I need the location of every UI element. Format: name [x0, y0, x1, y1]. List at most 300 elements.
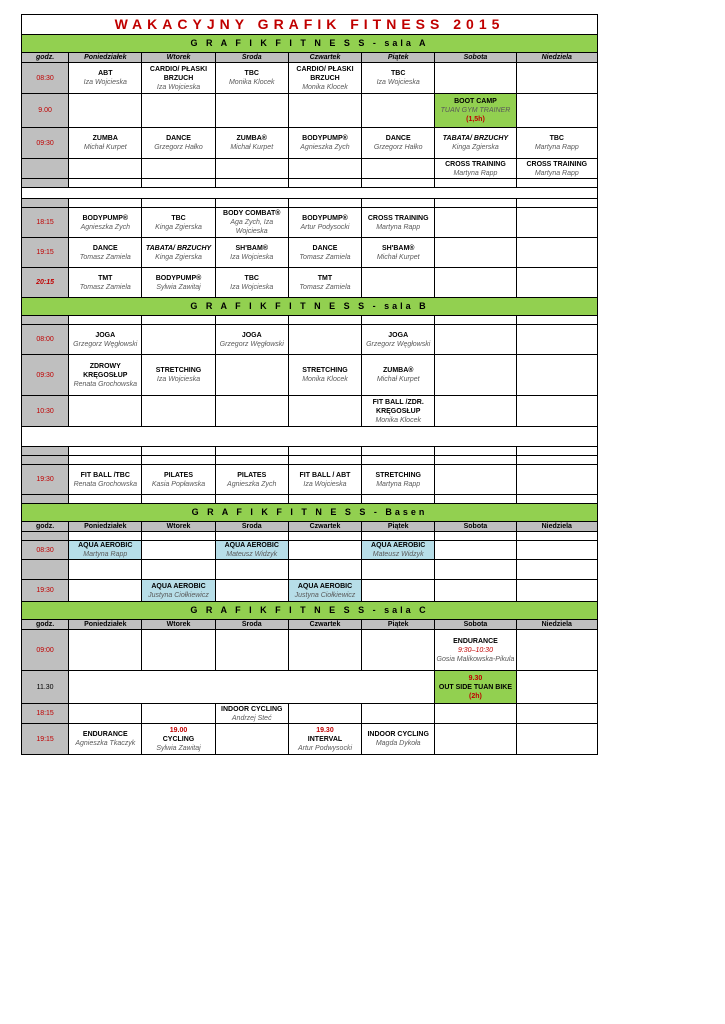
class-cell — [435, 159, 516, 179]
table-row — [22, 63, 598, 94]
instructor: Grzegorz Węgłowski — [219, 340, 284, 348]
empty-cell — [142, 704, 215, 724]
class-name: ZDROWY KRĘGOSŁUP — [83, 362, 128, 379]
time-cell: 10:30 — [22, 396, 69, 427]
class-name: SH'BAM® — [235, 244, 268, 252]
empty-cell — [435, 268, 516, 298]
instructor: Iza Wojcieska — [156, 83, 201, 91]
day-header: Czwartek — [288, 53, 361, 63]
class-name: TABATA/ BRZUCHY — [442, 135, 509, 142]
table-row — [22, 427, 598, 447]
class-name: BODYPUMP® — [155, 274, 202, 282]
class-name: STRETCHING — [375, 471, 421, 479]
instructor: Michał Kurpet — [230, 144, 274, 151]
class-name: FIT BALL /TBC — [80, 471, 130, 479]
empty-cell — [516, 355, 597, 396]
empty-cell — [435, 355, 516, 396]
table-row — [22, 630, 598, 671]
class-name: INDOOR CYCLING — [367, 731, 429, 738]
class-cell — [69, 268, 142, 298]
table-row — [22, 199, 598, 208]
class-name: BOOT CAMP — [454, 98, 497, 105]
empty-cell — [516, 268, 597, 298]
table-row — [22, 580, 598, 602]
schedule-sheet — [21, 14, 598, 755]
instructor: Iza Wojcieska — [230, 253, 274, 261]
instructor: Monika Klocek — [375, 416, 421, 424]
table-row — [22, 465, 598, 495]
empty-cell — [362, 580, 435, 602]
time-cell: 18:15 — [22, 704, 69, 724]
empty-cell — [288, 541, 361, 560]
empty-cell — [435, 541, 516, 560]
empty-cell — [435, 208, 516, 238]
day-header: Środa — [215, 53, 288, 63]
instructor: Agnieszka Zych — [300, 144, 350, 151]
instructor: Justyna Ciołkiewicz — [294, 591, 356, 599]
table-row — [22, 724, 598, 755]
instructor: Iza Wojcieska — [230, 283, 274, 291]
empty-cell — [435, 396, 516, 427]
section-header-basen: G R A F I K F I T N E S S - Basen — [22, 504, 598, 522]
instructor: Iza Wojcieska — [156, 376, 201, 383]
instructor: Martyna Rapp — [83, 551, 128, 558]
instructor: Agnieszka Tkaczyk — [75, 740, 136, 747]
class-cell — [435, 630, 516, 671]
class-name: DANCE — [92, 244, 118, 252]
class-name: BODYPUMP® — [302, 214, 348, 222]
class-cell — [142, 268, 215, 298]
class-cell — [288, 208, 361, 238]
class-name: CARDIO/ PŁASKI BRZUCH — [296, 65, 354, 82]
class-name: CROSS TRAINING — [526, 160, 588, 168]
empty-cell — [215, 396, 288, 427]
empty-cell — [435, 580, 516, 602]
class-cell — [69, 325, 142, 355]
class-cell — [288, 465, 361, 495]
class-cell — [69, 128, 142, 159]
instructor: Artur Podwysocki — [297, 744, 353, 752]
class-name: CROSS TRAINING — [367, 214, 429, 222]
instructor: Martyna Rapp — [376, 223, 421, 231]
table-row — [22, 671, 598, 704]
class-name: STRETCHING — [302, 367, 348, 374]
instructor: Iza Wojcieska — [83, 79, 127, 86]
class-cell — [362, 465, 435, 495]
day-header: Czwartek — [288, 620, 361, 630]
class-time: 9.30 — [468, 674, 483, 682]
class-cell — [142, 465, 215, 495]
class-name: TBC — [391, 70, 406, 77]
class-cell — [142, 355, 215, 396]
empty-cell — [516, 630, 597, 671]
table-row — [22, 325, 598, 355]
class-cell — [69, 465, 142, 495]
instructor: Grzegorz Węgłowski — [366, 340, 431, 348]
empty-cell — [215, 580, 288, 602]
class-name: TMT — [317, 274, 333, 282]
class-cell — [516, 159, 597, 179]
day-header-row — [22, 53, 598, 63]
day-header: Wtorek — [142, 620, 215, 630]
empty-cell — [435, 63, 516, 94]
class-cell — [516, 128, 597, 159]
class-name: JOGA — [95, 331, 116, 339]
class-cell — [362, 128, 435, 159]
empty-cell — [215, 630, 288, 671]
instructor: Iza Wojcieska — [303, 480, 347, 488]
empty-cell — [215, 159, 288, 179]
empty-cell — [288, 630, 361, 671]
day-header-row — [22, 620, 598, 630]
class-name: AQUA AEROBIC — [297, 582, 353, 590]
instructor: Martyna Rapp — [453, 169, 498, 177]
empty-cell — [69, 704, 142, 724]
section-header-sala-b: G R A F I K F I T N E S S - sala B — [22, 298, 598, 316]
empty-cell — [516, 208, 597, 238]
table-row — [22, 495, 598, 504]
day-header: Wtorek — [142, 53, 215, 63]
day-header: Niedziela — [516, 53, 597, 63]
class-cell — [215, 208, 288, 238]
empty-cell — [69, 94, 142, 128]
instructor: Monika Klocek — [228, 79, 275, 86]
time-cell: 11.30 — [22, 671, 69, 704]
empty-cell — [516, 396, 597, 427]
empty-cell — [142, 94, 215, 128]
empty-cell — [516, 580, 597, 602]
instructor: Iza Wojcieska — [376, 79, 420, 86]
day-header: Czwartek — [288, 522, 361, 532]
empty-cell — [69, 630, 142, 671]
empty-cell — [362, 268, 435, 298]
class-cell — [215, 465, 288, 495]
class-cell — [362, 208, 435, 238]
time-cell: 19:15 — [22, 238, 69, 268]
day-header: Piątek — [362, 522, 435, 532]
class-cell — [69, 355, 142, 396]
empty-cell — [516, 238, 597, 268]
empty-cell — [516, 704, 597, 724]
day-header-row — [22, 522, 598, 532]
day-header: godz. — [22, 53, 69, 63]
class-name: BODYPUMP® — [302, 135, 348, 142]
empty-cell — [142, 541, 215, 560]
empty-cell — [435, 325, 516, 355]
table-row — [22, 159, 598, 179]
instructor: Michał Kurpet — [376, 376, 420, 383]
day-header: Poniedziałek — [69, 522, 142, 532]
table-row — [22, 447, 598, 456]
class-name: AQUA AEROBIC — [151, 582, 206, 590]
empty-cell — [516, 465, 597, 495]
empty-cell — [516, 671, 597, 704]
class-name: AQUA AEROBIC — [78, 542, 133, 549]
class-name: TBC — [171, 214, 186, 222]
table-row — [22, 268, 598, 298]
class-cell — [142, 63, 215, 94]
time-cell: 09:00 — [22, 630, 69, 671]
time-cell: 08:30 — [22, 63, 69, 94]
instructor: Tomasz Zamiela — [299, 283, 351, 291]
empty-cell — [362, 159, 435, 179]
table-row — [22, 355, 598, 396]
class-cell — [288, 268, 361, 298]
instructor: Renata Grochowska — [73, 380, 137, 388]
class-name: FIT BALL /ZDR. KRĘGOSŁUP — [372, 398, 424, 415]
class-cell — [362, 541, 435, 560]
instructor: Kinga Zgierska — [452, 144, 499, 151]
day-header: Wtorek — [142, 522, 215, 532]
instructor: Grzegorz Hałko — [373, 144, 423, 151]
instructor: Mateusz Widzyk — [226, 551, 278, 558]
instructor: Grzegorz Węgłowski — [73, 340, 138, 348]
empty-cell — [516, 541, 597, 560]
time-cell: 19:30 — [22, 580, 69, 602]
table-row — [22, 208, 598, 238]
time-cell: 19:15 — [22, 724, 69, 755]
instructor: Tomasz Zamiela — [79, 283, 131, 291]
instructor: Grzegorz Hałko — [154, 144, 203, 151]
day-header: Piątek — [362, 620, 435, 630]
class-cell — [142, 238, 215, 268]
duration-note: (2h) — [469, 692, 482, 700]
empty-cell — [69, 671, 435, 704]
class-time: 19.00 — [169, 726, 188, 734]
class-name: ENDURANCE — [453, 637, 498, 645]
class-cell — [215, 541, 288, 560]
class-name: PILATES — [163, 471, 194, 479]
class-name: AQUA AEROBIC — [224, 542, 279, 549]
class-cell — [435, 671, 516, 704]
empty-cell — [69, 580, 142, 602]
day-header: godz. — [22, 620, 69, 630]
class-cell — [142, 208, 215, 238]
section-header-sala-a: G R A F I K F I T N E S S - sala A — [22, 35, 598, 53]
day-header: Piątek — [362, 53, 435, 63]
instructor: Agnieszka Zych — [80, 223, 130, 231]
class-name: BODYPUMP® — [82, 214, 129, 222]
table-row — [22, 396, 598, 427]
class-cell — [288, 724, 361, 755]
instructor: Martyna Rapp — [534, 144, 579, 151]
class-time: 9:30–10:30 — [457, 646, 493, 654]
instructor: Sylwia Zawitaj — [156, 283, 201, 291]
table-row — [22, 560, 598, 580]
empty-cell — [215, 355, 288, 396]
class-name: ENDURANCE — [82, 731, 128, 738]
empty-cell — [362, 630, 435, 671]
section-header-sala-c: G R A F I K F I T N E S S - sala C — [22, 602, 598, 620]
class-cell — [69, 238, 142, 268]
instructor: Magda Dykoła — [375, 740, 421, 747]
class-cell — [362, 396, 435, 427]
class-name: TMT — [98, 274, 113, 282]
empty-cell — [69, 396, 142, 427]
empty-cell — [215, 94, 288, 128]
instructor: Sylwia Zawitaj — [156, 744, 201, 752]
empty-cell — [215, 724, 288, 755]
table-row — [22, 316, 598, 325]
day-header: Niedziela — [516, 620, 597, 630]
class-cell — [142, 580, 215, 602]
instructor: Gosia Malikowska-Pikula — [436, 655, 515, 663]
class-name: JOGA — [388, 331, 409, 339]
day-header: Poniedziałek — [69, 620, 142, 630]
instructor: Monika Klocek — [302, 376, 348, 383]
class-name: CROSS TRAINING — [445, 160, 506, 168]
time-cell: 09:30 — [22, 128, 69, 159]
day-header: Poniedziałek — [69, 53, 142, 63]
instructor: Justyna Ciołkiewicz — [148, 591, 209, 599]
empty-cell — [288, 94, 361, 128]
class-name: FIT BALL / ABT — [299, 471, 351, 479]
day-header: Sobota — [435, 53, 516, 63]
instructor: Artur Podysocki — [300, 223, 350, 231]
day-header: Sobota — [435, 620, 516, 630]
class-name: CARDIO/ PŁASKI BRZUCH — [149, 65, 208, 82]
class-cell — [288, 580, 361, 602]
time-cell: 18:15 — [22, 208, 69, 238]
class-name: TBC — [244, 70, 259, 77]
class-cell — [215, 63, 288, 94]
day-header: Sobota — [435, 522, 516, 532]
instructor: Kasia Popławska — [151, 480, 206, 488]
class-name: ZUMBA® — [236, 135, 267, 142]
empty-cell — [142, 396, 215, 427]
table-row — [22, 188, 598, 199]
table-row — [22, 238, 598, 268]
class-name: DANCE — [385, 135, 411, 142]
table-row — [22, 128, 598, 159]
class-cell — [288, 63, 361, 94]
class-cell — [69, 541, 142, 560]
instructor: Mateusz Widzyk — [372, 551, 424, 558]
instructor: Renata Grochowska — [73, 480, 137, 488]
instructor: Martyna Rapp — [376, 480, 421, 488]
class-cell — [362, 355, 435, 396]
class-name: CYCLING — [162, 735, 195, 743]
table-row — [22, 532, 598, 541]
instructor: Michał Kurpet — [83, 144, 127, 151]
class-cell — [288, 355, 361, 396]
instructor: Martyna Rapp — [534, 169, 579, 177]
class-cell — [435, 94, 516, 128]
class-name: PILATES — [237, 471, 267, 479]
time-cell: 09:30 — [22, 355, 69, 396]
empty-cell — [288, 396, 361, 427]
class-name: TABATA/ BRZUCHY — [145, 244, 212, 252]
class-name: JOGA — [241, 331, 262, 339]
empty-cell — [362, 94, 435, 128]
day-header: Środa — [215, 522, 288, 532]
empty-cell — [435, 704, 516, 724]
class-name: STRETCHING — [155, 367, 202, 374]
class-name: BODY COMBAT® — [223, 210, 281, 217]
time-cell: 08:30 — [22, 541, 69, 560]
table-row — [22, 94, 598, 128]
empty-cell — [288, 704, 361, 724]
empty-cell — [516, 724, 597, 755]
instructor: Agnieszka Zych — [227, 480, 277, 488]
empty-cell — [362, 704, 435, 724]
class-cell — [288, 238, 361, 268]
empty-cell — [142, 159, 215, 179]
instructor: TUAN GYM TRAINER — [440, 107, 511, 114]
day-header: godz. — [22, 522, 69, 532]
instructor: Tomasz Zamiela — [299, 253, 351, 261]
empty-cell — [142, 325, 215, 355]
class-name: DANCE — [166, 135, 191, 142]
empty-cell — [516, 63, 597, 94]
class-name: OUT SIDE TUAN BIKE — [438, 683, 513, 691]
duration-note: (1,5h) — [466, 116, 485, 123]
table-row — [22, 541, 598, 560]
empty-cell — [435, 238, 516, 268]
class-cell — [215, 238, 288, 268]
instructor: Kinga Zgierska — [155, 223, 202, 231]
instructor: Michał Kurpet — [376, 253, 420, 261]
class-cell — [215, 268, 288, 298]
time-cell: 9.00 — [22, 94, 69, 128]
class-cell — [142, 128, 215, 159]
class-cell — [215, 704, 288, 724]
class-cell — [69, 208, 142, 238]
empty-cell — [516, 94, 597, 128]
class-cell — [435, 128, 516, 159]
table-row — [22, 704, 598, 724]
class-cell — [288, 128, 361, 159]
instructor: Andrzej Steć — [231, 714, 272, 722]
class-time: 19.30 — [316, 726, 334, 734]
empty-cell — [435, 724, 516, 755]
class-cell — [215, 128, 288, 159]
time-cell — [22, 159, 69, 179]
instructor: Aga Zych, Iza Wojcieska — [230, 219, 274, 235]
page-title: WAKACYJNY GRAFIK FITNESS 2015 — [22, 15, 598, 35]
class-name: INTERVAL — [307, 735, 343, 743]
empty-cell — [516, 325, 597, 355]
class-cell — [362, 724, 435, 755]
class-name: INDOOR CYCLING — [221, 705, 283, 713]
class-name: AQUA AEROBIC — [371, 542, 426, 549]
instructor: Tomasz Zamiela — [79, 253, 131, 261]
class-name: TBC — [244, 274, 259, 282]
table-row — [22, 456, 598, 465]
day-header: Środa — [215, 620, 288, 630]
time-cell: 20:15 — [22, 268, 69, 298]
instructor: Kinga Zgierska — [155, 253, 202, 261]
instructor: Monika Klocek — [302, 83, 348, 91]
table-row — [22, 179, 598, 188]
class-name: ZUMBA® — [382, 367, 414, 374]
class-cell — [362, 325, 435, 355]
class-name: DANCE — [312, 244, 338, 252]
class-cell — [362, 238, 435, 268]
empty-cell — [69, 159, 142, 179]
class-cell — [142, 724, 215, 755]
empty-cell — [142, 630, 215, 671]
class-cell — [362, 63, 435, 94]
class-cell — [69, 724, 142, 755]
class-name: ABT — [98, 70, 113, 77]
empty-cell — [435, 465, 516, 495]
class-cell — [69, 63, 142, 94]
time-cell: 08:00 — [22, 325, 69, 355]
schedule-table — [21, 14, 598, 755]
class-name: ZUMBA — [92, 135, 118, 142]
empty-cell — [288, 159, 361, 179]
